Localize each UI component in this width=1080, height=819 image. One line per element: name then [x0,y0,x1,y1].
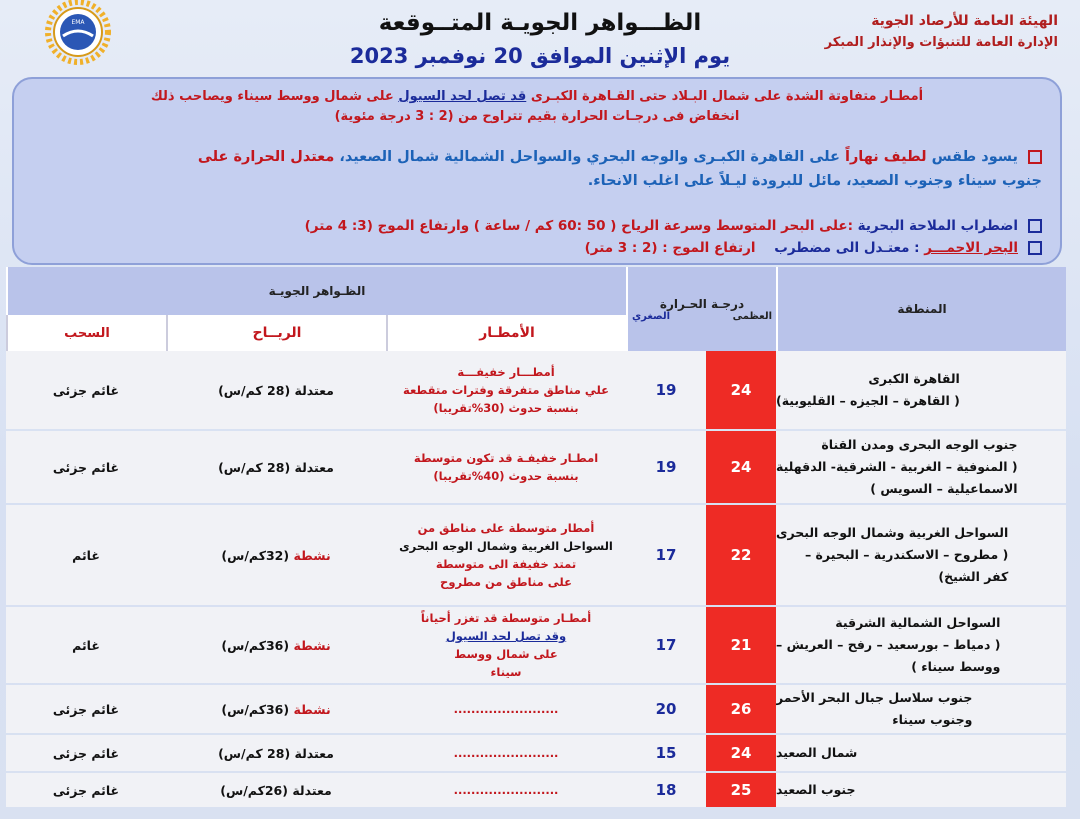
cloud-cell: غائم جزئى [52,745,120,761]
max-temp: 24 [706,431,776,503]
region-detail: كفر الشيخ) [938,569,1009,584]
logo-text: EMA [71,19,85,26]
wind-strength: نشطة [293,637,331,653]
min-temp: 20 [655,700,677,718]
min-temp: 19 [655,381,677,399]
rain-cell [386,773,626,807]
max-temp: 25 [706,773,776,807]
wind-strength: معتدلة [294,459,334,475]
summary-text: يسود طقس [931,149,1018,165]
wind-cell [166,505,386,605]
rain-cell [386,505,626,605]
col-region: المنطقة [776,267,1066,351]
warning-panel [12,77,1062,265]
min-temp: 15 [655,744,677,762]
cloud-cell: غائم جزئى [52,382,120,398]
min-temp: 18 [655,781,677,799]
rain-warning [32,87,1042,127]
cloud-cell: غائم [72,547,100,563]
region-cell [776,735,1066,771]
rain-cell [386,351,626,429]
region-detail: ( مطروح – الاسكندرية – البحيرة – [804,547,1009,562]
min-temp: 19 [655,458,677,476]
rain-text: على شمال ووسط [454,647,558,661]
wind-strength: نشطة [293,701,331,717]
region-name: السواحل الغربية وشمال الوجه البحرى [776,525,1009,540]
wind-cell [166,685,386,733]
wind-cell [166,351,386,429]
region-name: شمال الصعيد [776,745,858,760]
temperature-drop: انخفاض فى درجـات الحرارة بقيم تتراوح من (2 : 3 درجة مئوية) [334,109,740,124]
wind-strength: نشطة [293,547,331,563]
col-phenomena: الظـواهر الجويـة [6,267,626,315]
sea-conditions [32,215,1042,259]
summary-highlight: معتدل الحرارة على [197,149,335,165]
wind-speed: (28 كم/س) [218,745,291,761]
region-cell [776,607,1066,683]
region-detail: وجنوب سيناء [892,712,973,727]
col-min: الصغري [632,310,671,322]
col-max: العظمى [732,310,772,322]
region-detail: ووسط سيناء ) [911,659,1001,674]
region-cell [776,773,1066,807]
max-temp: 24 [706,351,776,429]
rain-text: أمطـار متوسطة قد تغزر أحياناً [420,611,592,625]
cloud-cell: غائم جزئى [52,459,120,475]
region-name: جنوب سلاسل جبال البحر الأحمر [776,690,973,705]
warning-text: على شمال ووسط سيناء ويصاحب ذلك [150,89,394,104]
wind-cell [166,773,386,807]
region-name: السواحل الشمالية الشرقية [835,615,1001,630]
region-cell [776,505,1066,605]
wind-speed: (36كم/س) [221,701,290,717]
sea-value: : معتـدل الى مضطرب [774,240,920,256]
org-name: الهيئة العامة للأرصاد الجوية [871,13,1058,29]
cloud-cell: غائم [72,637,100,653]
rain-text: السواحل الغربية وشمال الوجه البحرى [399,539,613,553]
col-temp-label: درجـة الحـرارة [659,296,745,311]
cloud-cell: غائم جزئى [52,782,120,798]
col-temp [626,267,776,351]
cloud-cell: غائم جزئى [52,701,120,717]
rain-text: أمطـــار خفيفـــة [457,365,555,379]
region-name: جنوب الوجه البحرى ومدن القناة [821,437,1018,452]
summary-highlight: لطيف نهاراً [844,149,927,165]
min-temp: 17 [655,546,677,564]
checkbox-icon [1028,219,1042,233]
region-name: القاهرة الكبرى [868,371,960,386]
rain-cell [386,431,626,503]
wind-speed: (28 كم/س) [218,382,291,398]
rain-cell [386,735,626,771]
rain-text: بنسبة حدوث (40%تقريبا) [433,469,579,483]
rain-text: تمتد خفيفة الى متوسطة [435,557,577,571]
org-department: الإدارة العامة للتنبؤات والإنذار المبكر [824,35,1058,50]
region-detail: ( دمياط – بورسعيد – رفح – العريش – [776,637,1001,652]
sea-label: اضطراب الملاحة البحرية [857,218,1018,234]
warning-text: أمطـار متفاوتة الشدة على شمال البـلاد حتى القـاهرة الكبـرى [530,89,924,104]
region-detail: ( المنوفية – الغربية - الشرقية- الدقهلية [776,459,1018,474]
rain-cell [386,685,626,733]
col-cloud: السحب [6,315,166,351]
rain-text: امطـار خفيفـة قد تكون متوسطة [413,451,599,465]
max-temp: 22 [706,505,776,605]
wind-cell [166,607,386,683]
region-detail: الاسماعيلية – السويس ) [870,481,1018,496]
weather-summary [32,145,1042,193]
rain-text: على مناطق من مطروح [440,575,572,589]
page-title: الظـــواهر الجويـة المتــوقعة [378,10,702,36]
flood-link: قد تصل لحد السيول [398,89,527,104]
rain-text: بنسبة حدوث (30%تقريبا) [433,401,579,415]
summary-text: جنوب سيناء وجنوب الصعيد، مائل للبرودة ليـلاً على اغلب الانحاء. [587,173,1042,189]
col-rain: الأمطـار [386,315,626,351]
wind-speed: (32كم/س) [221,547,290,563]
rain-text: أمطار متوسطة على مناطق من [417,521,595,535]
wind-cell [166,735,386,771]
wind-speed: (36كم/س) [221,637,290,653]
forecast-table [6,267,1066,812]
wind-strength: معتدلة [292,782,332,798]
col-wind: الريــاح [166,315,386,351]
wind-speed: (28 كم/س) [218,459,291,475]
min-temp: 17 [655,636,677,654]
rain-text: ........................ [453,746,559,760]
wind-strength: معتدلة [294,745,334,761]
rain-text: ........................ [453,702,559,716]
max-temp: 21 [706,607,776,683]
summary-text: على القاهرة الكبـرى والوجه البحري والسواحل الشمالية شمال الصعيد، [339,149,840,165]
wind-speed: (26كم/س) [220,782,288,798]
region-name: جنوب الصعيد [776,782,856,797]
max-temp: 26 [706,685,776,733]
rain-cell [386,607,626,683]
max-temp: 24 [706,735,776,771]
checkbox-icon [1028,241,1042,255]
region-cell [776,685,1066,733]
forecast-date: يوم الإثنين الموافق 20 نوفمبر 2023 [349,44,731,68]
wind-cell [166,431,386,503]
region-cell [776,351,1066,429]
wind-strength: معتدلة [294,382,334,398]
region-cell [776,431,1066,503]
region-detail: ( القاهرة – الجيزه – القليوبية) [776,393,960,408]
rain-text: علي مناطق متفرقة وفترات متقطعة [402,383,610,397]
rain-text: وقد تصل لحد السيول [445,629,567,643]
rain-text: سيناء [490,665,522,679]
checkbox-icon [1028,150,1042,164]
sea-label: البحر الاحمـــر [924,240,1018,256]
wave-height: ارتفاع الموج : (2 : 3 متر) [584,240,756,256]
sea-value: :على البحر المتوسط وسرعة الرياح ( 50 :60 كم / ساعة ) وارتفاع الموج (3: 4 متر) [304,218,853,234]
rain-text: ........................ [453,783,559,797]
